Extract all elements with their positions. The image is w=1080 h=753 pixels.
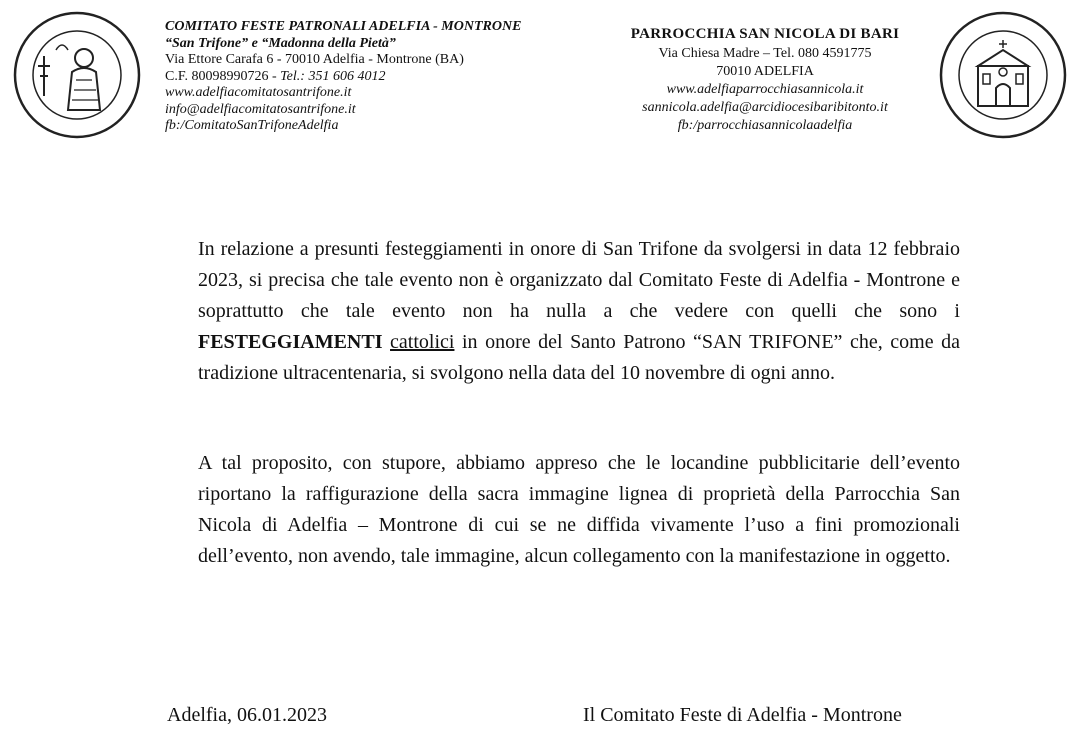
comitato-cf-tel: [165, 69, 595, 86]
comitato-seal-logo: [12, 10, 142, 140]
comitato-cf: C.F. 80098990726 -: [165, 68, 281, 84]
parrocchia-facebook[interactable]: fb:/parrocchiasannicolaadelfia: [677, 118, 853, 133]
signature-line: Il Comitato Feste di Adelfia - Montrone: [583, 704, 902, 726]
paragraph-1-underline-cattolici: cattolici: [390, 331, 455, 353]
paragraph-1-text-b: in onore del Santo Patrono “SAN TRIFONE” che, come da tradizione ultracentenaria, si svolgono nella data del 10 novembre di ogni anno.: [198, 331, 960, 384]
parrocchia-address: Via Chiesa Madre – Tel. 080 4591775: [658, 46, 872, 61]
parrocchia-seal-logo: [938, 10, 1068, 140]
paragraph-1-bold-festeggiamenti: FESTEGGIAMENTI: [198, 331, 383, 353]
place-and-date: Adelfia, 06.01.2023: [167, 704, 327, 726]
parrocchia-email[interactable]: sannicola.adelfia@arcidiocesibaribitonto.it: [642, 100, 888, 115]
parrocchia-name: PARROCCHIA SAN NICOLA DI BARI: [630, 26, 900, 42]
paragraph-2: [126, 448, 960, 572]
comitato-letterhead: [165, 19, 595, 135]
paragraph-2-text: A tal proposito, con stupore, abbiamo appreso che le locandine pubblicitarie dell’evento riportano la raffigurazione della sacra immagine lignea di proprietà della Parrocchia San Nicola di Adelfia – Montrone di cui se ne diffida vivamente l’uso a fini promozionali dell’evento, non avendo, tale immagine, alcun collegamento con la manifestazione in oggetto.: [198, 452, 960, 567]
paragraph-1-text-a: In relazione a presunti festeggiamenti in onore di San Trifone da svolgersi in data 12 febbraio 2023, si precisa che tale evento non è organizzato dal Comitato Feste di Adelfia - Montrone e soprattutto che tale evento non ha nulla a che vedere con quelli che sono i: [198, 238, 960, 322]
comitato-name: COMITATO FESTE PATRONALI ADELFIA - MONTRONE: [165, 19, 522, 34]
comitato-facebook[interactable]: fb:/ComitatoSanTrifoneAdelfia: [165, 118, 339, 133]
comitato-email[interactable]: info@adelfiacomitatosantrifone.it: [165, 101, 356, 117]
parrocchia-letterhead: [600, 25, 930, 135]
parrocchia-city: 70010 ADELFIA: [716, 64, 814, 79]
comitato-address: Via Ettore Carafa 6 - 70010 Adelfia - Montrone (BA): [165, 52, 464, 67]
comitato-subtitle: “San Trifone” e “Madonna della Pietà”: [165, 35, 396, 51]
parrocchia-website[interactable]: www.adelfiaparrocchiasannicola.it: [666, 82, 864, 97]
comitato-tel: Tel.: 351 606 4012: [280, 68, 386, 84]
paragraph-1: [126, 234, 960, 389]
comitato-website[interactable]: www.adelfiacomitatosantrifone.it: [165, 85, 352, 100]
